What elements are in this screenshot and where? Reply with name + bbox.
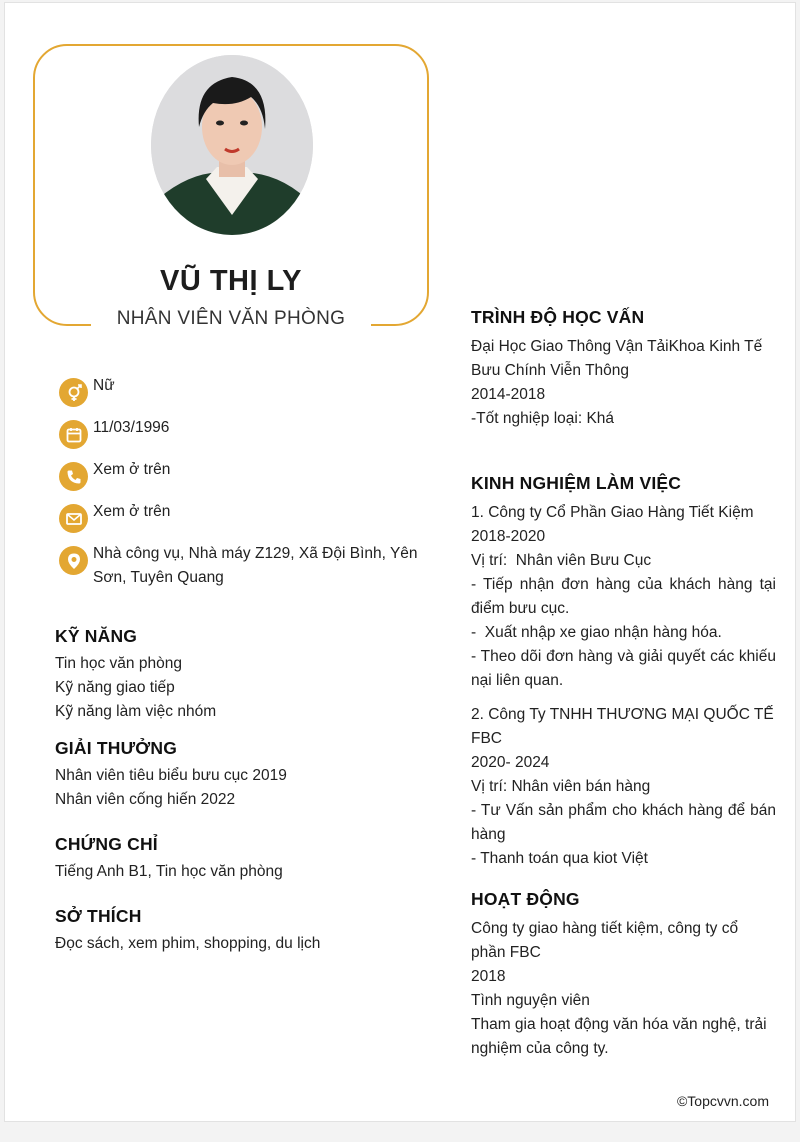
experience-section: [471, 471, 776, 871]
award-item: Nhân viên tiêu biểu bưu cục 2019: [55, 767, 287, 784]
education-school: Đại Học Giao Thông Vận TảiKhoa Kinh Tế Bưu Chính Viễn Thông: [471, 338, 763, 379]
activity-organization: Công ty giao hàng tiết kiệm, công ty cổ phần FBC: [471, 920, 739, 961]
job-position: Vị trí: Nhân viên Bưu Cục: [471, 552, 652, 569]
location-icon: [59, 546, 88, 575]
job-period: 2018-2020: [471, 528, 546, 545]
certificates-title: CHỨNG CHỈ: [55, 834, 158, 854]
experience-title: KINH NGHIỆM LÀM VIỆC: [471, 473, 682, 493]
contact-gender-text: Nữ: [93, 377, 115, 394]
job-period: 2020- 2024: [471, 754, 550, 771]
skill-item: Tin học văn phòng: [55, 655, 182, 672]
job-position: Vị trí: Nhân viên bán hàng: [471, 778, 651, 795]
education-period: 2014-2018: [471, 386, 546, 403]
activity-description: Tham gia hoạt động văn hóa văn nghệ, trải nghiệm của công ty.: [471, 1016, 767, 1057]
certificate-item: Tiếng Anh B1, Tin học văn phòng: [55, 863, 283, 880]
contact-birthday: [59, 420, 453, 449]
phone-icon: [59, 462, 88, 491]
hobby-item: Đọc sách, xem phim, shopping, du lịch: [55, 935, 321, 952]
full-name: VŨ THỊ LY: [159, 265, 302, 297]
contact-phone: [59, 462, 453, 491]
contact-email-text: Xem ở trên: [93, 503, 171, 520]
job-duty: - Thanh toán qua kiot Việt: [471, 850, 648, 867]
gender-icon: [59, 378, 88, 407]
activities-title: HOẠT ĐỘNG: [471, 889, 580, 909]
contact-birthday-text: 11/03/1996: [93, 419, 170, 436]
education-title: TRÌNH ĐỘ HỌC VẤN: [471, 307, 645, 327]
education-section: [471, 305, 776, 431]
calendar-icon: [59, 420, 88, 449]
job-company: 2. Công Ty TNHH THƯƠNG MẠI QUỐC TẾ FBC: [471, 706, 774, 747]
skills-section: [55, 624, 435, 724]
job-entry: [471, 501, 776, 693]
contact-gender: [59, 378, 453, 407]
job-title: NHÂN VIÊN VĂN PHÒNG: [116, 308, 346, 329]
contact-address: [59, 546, 453, 590]
contact-email: [59, 504, 453, 533]
mail-icon: [59, 504, 88, 533]
avatar: [151, 55, 313, 235]
job-entry: [471, 703, 776, 871]
contact-phone-text: Xem ở trên: [93, 461, 171, 478]
skill-item: Kỹ năng giao tiếp: [55, 679, 175, 696]
certificates-section: [55, 832, 435, 884]
job-duty: - Tiếp nhận đơn hàng của khách hàng tại điểm bưu cục.: [471, 576, 776, 617]
contact-address-text: Nhà công vụ, Nhà máy Z129, Xã Đội Bình, Yên Sơn, Tuyên Quang: [93, 545, 418, 586]
activities-section: [471, 887, 776, 1061]
hobbies-title: SỞ THÍCH: [55, 906, 142, 926]
cv-page: [4, 2, 796, 1122]
activity-role: Tình nguyện viên: [471, 992, 590, 1009]
activity-year: 2018: [471, 968, 506, 985]
footer-copyright: ©Topcvvn.com: [676, 1093, 769, 1109]
award-item: Nhân viên cống hiến 2022: [55, 791, 236, 808]
job-duty: - Xuất nhập xe giao nhận hàng hóa.: [471, 624, 722, 641]
job-company: 1. Công ty Cổ Phần Giao Hàng Tiết Kiệm: [471, 504, 754, 521]
awards-section: [55, 736, 435, 812]
skill-item: Kỹ năng làm việc nhóm: [55, 703, 217, 720]
awards-title: GIẢI THƯỞNG: [55, 738, 178, 758]
job-duty: - Tư Vấn sản phẩm cho khách hàng để bán hàng: [471, 802, 776, 843]
education-result: -Tốt nghiệp loại: Khá: [471, 410, 615, 427]
skills-title: KỸ NĂNG: [55, 626, 138, 646]
job-duty: - Theo dõi đơn hàng và giải quyết các khiếu nại liên quan.: [471, 648, 776, 689]
hobbies-section: [55, 904, 435, 956]
